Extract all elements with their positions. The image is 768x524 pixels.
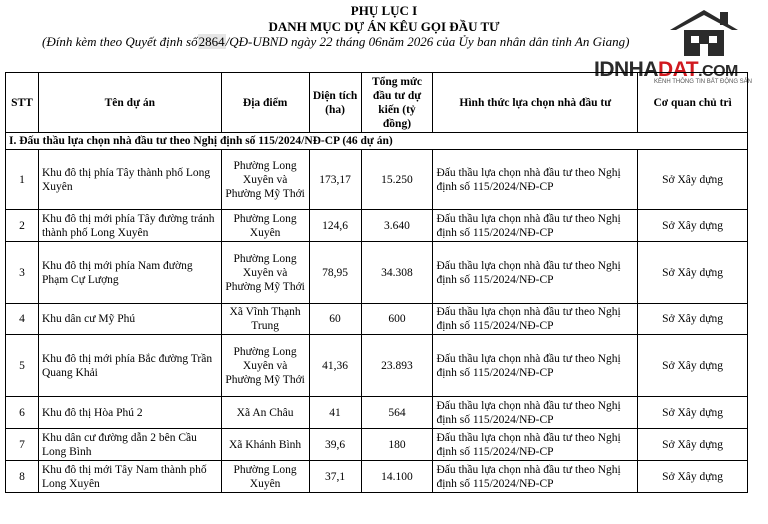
cell-name: Khu dân cư Mỹ Phú	[38, 304, 221, 335]
cell-stt: 7	[6, 429, 39, 461]
cell-area: 39,6	[309, 429, 361, 461]
table-row	[6, 150, 748, 210]
cell-agency: Sở Xây dựng	[638, 304, 748, 335]
subtitle-part-c: tháng	[335, 34, 366, 49]
cell-agency: Sở Xây dựng	[638, 210, 748, 242]
decision-month: 06	[368, 34, 382, 49]
cell-name: Khu đô thị mới phía Bắc đường Trần Quang Khải	[38, 335, 221, 397]
cell-method: Đấu thầu lựa chọn nhà đầu tư theo Nghị định số 115/2024/NĐ-CP	[433, 461, 638, 493]
cell-name: Khu đô thị mới phía Nam đường Phạm Cự Lượng	[38, 242, 221, 304]
table-row	[6, 429, 748, 461]
cell-capital: 14.100	[361, 461, 433, 493]
cell-location: Phường Long Xuyên	[221, 461, 309, 493]
cell-method: Đấu thầu lựa chọn nhà đầu tư theo Nghị định số 115/2024/NĐ-CP	[433, 304, 638, 335]
cell-area: 173,17	[309, 150, 361, 210]
table-row	[6, 304, 748, 335]
table-row	[6, 461, 748, 493]
cell-stt: 6	[6, 397, 39, 429]
cell-name: Khu đô thị Hòa Phú 2	[38, 397, 221, 429]
cell-name: Khu đô thị mới Tây Nam thành phố Long Xuyên	[38, 461, 221, 493]
cell-stt: 5	[6, 335, 39, 397]
table-row	[6, 335, 748, 397]
header-name: Tên dự án	[38, 73, 221, 133]
table-row	[6, 242, 748, 304]
cell-area: 124,6	[309, 210, 361, 242]
cell-capital: 564	[361, 397, 433, 429]
decision-number: 2864	[198, 34, 225, 49]
cell-stt: 2	[6, 210, 39, 242]
brand-name: IDNHADAT.COM	[594, 58, 738, 81]
header-area: Diện tích (ha)	[309, 73, 361, 133]
appendix-title: PHỤ LỤC I	[350, 3, 418, 18]
cell-agency: Sở Xây dựng	[638, 150, 748, 210]
header-agency: Cơ quan chủ trì	[638, 73, 748, 133]
cell-agency: Sở Xây dựng	[638, 335, 748, 397]
cell-method: Đấu thầu lựa chọn nhà đầu tư theo Nghị định số 115/2024/NĐ-CP	[433, 150, 638, 210]
cell-agency: Sở Xây dựng	[638, 461, 748, 493]
cell-method: Đấu thầu lựa chọn nhà đầu tư theo Nghị định số 115/2024/NĐ-CP	[433, 210, 638, 242]
cell-stt: 8	[6, 461, 39, 493]
document-subtitle	[42, 34, 629, 50]
table-row	[6, 397, 748, 429]
cell-name: Khu dân cư đường dẫn 2 bên Cầu Long Bình	[38, 429, 221, 461]
cell-method: Đấu thầu lựa chọn nhà đầu tư theo Nghị định số 115/2024/NĐ-CP	[433, 335, 638, 397]
house-logo-icon	[588, 6, 766, 62]
cell-location: Phường Long Xuyên và Phường Mỹ Thới	[221, 150, 309, 210]
cell-location: Xã Khánh Bình	[221, 429, 309, 461]
header-stt: STT	[6, 73, 39, 133]
cell-area: 41,36	[309, 335, 361, 397]
cell-area: 41	[309, 397, 361, 429]
cell-agency: Sở Xây dựng	[638, 242, 748, 304]
subtitle-part-a: (Đính kèm theo Quyết định số	[42, 34, 198, 49]
project-table	[5, 72, 748, 493]
cell-stt: 1	[6, 150, 39, 210]
table-header-row	[6, 73, 748, 133]
section-title: I. Đấu thầu lựa chọn nhà đầu tư theo Nghị định số 115/2024/NĐ-CP (46 dự án)	[6, 133, 748, 150]
cell-capital: 600	[361, 304, 433, 335]
cell-capital: 180	[361, 429, 433, 461]
section-row	[6, 133, 748, 150]
cell-location: Xã An Châu	[221, 397, 309, 429]
header-location: Địa điểm	[221, 73, 309, 133]
cell-area: 78,95	[309, 242, 361, 304]
header-method: Hình thức lựa chọn nhà đầu tư	[433, 73, 638, 133]
cell-name: Khu đô thị mới phía Tây đường tránh thành phố Long Xuyên	[38, 210, 221, 242]
subtitle-part-d: năm 2026 của Ủy ban nhân dân tỉnh An Giang)	[381, 34, 630, 49]
brand-tagline: KÊNH THÔNG TIN BẤT ĐỘNG SẢN	[654, 79, 753, 85]
cell-method: Đấu thầu lựa chọn nhà đầu tư theo Nghị định số 115/2024/NĐ-CP	[433, 397, 638, 429]
cell-capital: 34.308	[361, 242, 433, 304]
table-row	[6, 210, 748, 242]
cell-stt: 4	[6, 304, 39, 335]
cell-capital: 15.250	[361, 150, 433, 210]
cell-area: 37,1	[309, 461, 361, 493]
cell-method: Đấu thầu lựa chọn nhà đầu tư theo Nghị định số 115/2024/NĐ-CP	[433, 429, 638, 461]
cell-location: Phường Long Xuyên và Phường Mỹ Thới	[221, 242, 309, 304]
cell-location: Phường Long Xuyên và Phường Mỹ Thới	[221, 335, 309, 397]
cell-location: Xã Vĩnh Thạnh Trung	[221, 304, 309, 335]
header-capital: Tổng mức đầu tư dự kiến (tỷ đồng)	[361, 73, 433, 133]
decision-day: 22	[319, 34, 333, 49]
cell-capital: 3.640	[361, 210, 433, 242]
cell-location: Phường Long Xuyên	[221, 210, 309, 242]
cell-capital: 23.893	[361, 335, 433, 397]
cell-method: Đấu thầu lựa chọn nhà đầu tư theo Nghị định số 115/2024/NĐ-CP	[433, 242, 638, 304]
cell-name: Khu đô thị phía Tây thành phố Long Xuyên	[38, 150, 221, 210]
cell-stt: 3	[6, 242, 39, 304]
cell-agency: Sở Xây dựng	[638, 429, 748, 461]
document-title: DANH MỤC DỰ ÁN KÊU GỌI ĐẦU TƯ	[268, 19, 500, 34]
subtitle-part-b: /QĐ-UBND ngày	[225, 34, 317, 49]
cell-area: 60	[309, 304, 361, 335]
cell-agency: Sở Xây dựng	[638, 397, 748, 429]
